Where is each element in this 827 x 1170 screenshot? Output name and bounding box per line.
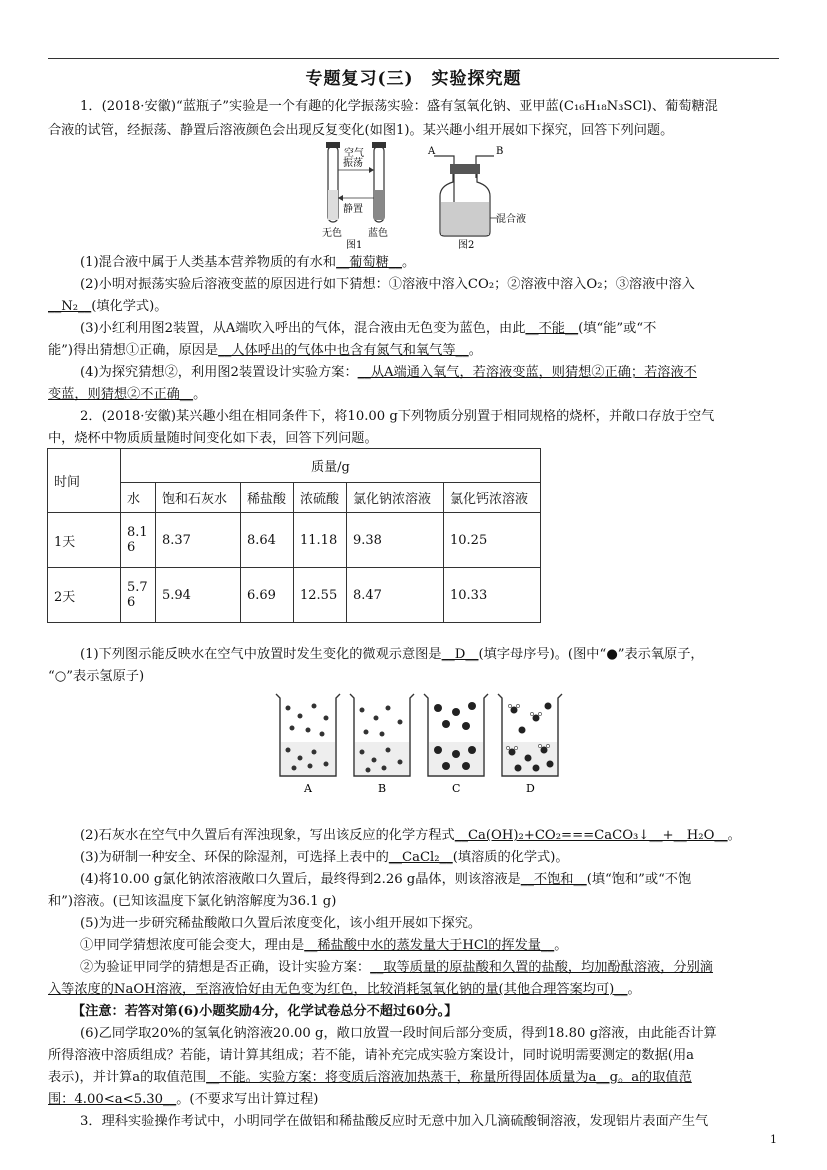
q2-intro-line1: 2．(2018·安徽)某兴趣小组在相同条件下，将10.00 g下列物质分别置于相同规格的烧杯，并敞口存放于空气 — [80, 409, 715, 424]
table-cell: 8.64 — [241, 513, 294, 568]
beaker-c — [424, 694, 488, 795]
q2-answer-3: __CaCl₂__ — [388, 850, 453, 865]
q2-intro-line2: 中，烧杯中物质质量随时间变化如下表，回答下列问题。 — [48, 431, 378, 446]
q1-answer-1: __葡萄糖__ — [336, 255, 402, 270]
table-row — [48, 568, 541, 623]
table-col-header: 饱和石灰水 — [156, 483, 241, 513]
q2-part5-2-cont: 入等浓度的NaOH溶液，至溶液恰好由无色变为红色，比较消耗氢氧化钠的量(其他合理答案均可)__。 — [48, 982, 641, 997]
table-cell: 10.33 — [444, 568, 541, 623]
fig1-label-colorless: 无色 — [322, 228, 342, 239]
q1-part4-cont: 变蓝，则猜想②不正确__。 — [48, 387, 207, 402]
table-cell: 8.37 — [156, 513, 241, 568]
q2-answer-6b: 围：4.00<a<5.30__ — [48, 1092, 177, 1107]
beaker-b — [350, 694, 414, 795]
q2-answer-2: __Ca(OH)₂+CO₂===CaCO₃↓__+__H₂O__ — [454, 828, 728, 843]
q2-part6-line3: 表示)，并计算a的取值范围__不能。实验方案：将变质后溶液加热蒸干，称量所得固体质量为a__g。a的取值范 — [48, 1070, 692, 1085]
header-rule — [48, 58, 779, 59]
beaker-label-c: C — [452, 782, 461, 795]
table-col-header: 浓硫酸 — [294, 483, 347, 513]
q2-part1: (1)下列图示能反映水在空气中放置时发生变化的微观示意图是__D__(填字母序号)。(图中“●”表示氧原子， — [80, 647, 704, 662]
table-col-header: 氯化钠浓溶液 — [347, 483, 444, 513]
fig2-caption: 图2 — [458, 240, 475, 251]
table-col-header: 稀盐酸 — [241, 483, 294, 513]
table-cell-time: 1天 — [48, 513, 121, 568]
q2-note: 【注意：若答对第(6)小题奖励4分，化学试卷总分不超过60分。】 — [72, 1004, 458, 1019]
table-row — [48, 513, 541, 568]
table-cell: 12.55 — [294, 568, 347, 623]
q1-answer-2: __N₂__ — [48, 299, 92, 314]
q1-answer-3b: __人体呼出的气体中也含有氮气和氧气等__ — [218, 343, 469, 358]
beaker-label-d: D — [526, 782, 535, 795]
table-header-time: 时间 — [48, 449, 121, 513]
q2-answer-5-1: __稀盐酸中水的蒸发量大于HCl的挥发量__ — [304, 938, 555, 953]
figure-2-flask — [427, 146, 526, 251]
table-col-header: 氯化钙浓溶液 — [444, 483, 541, 513]
oxygen-atom-icon: ● — [606, 647, 618, 662]
table-cell-water: 5.7 6 — [121, 568, 156, 623]
table-header-mass: 质量/g — [121, 449, 541, 483]
q1-answer-3a: __不能__ — [525, 321, 579, 336]
beaker-label-b: B — [378, 782, 387, 795]
q1-answer-4a: __从A端通入氧气，若溶液变蓝，则猜想②正确；若溶液不 — [357, 365, 697, 380]
q2-mass-table — [47, 448, 541, 623]
beaker-d — [498, 694, 562, 795]
q1-part4: (4)为探究猜想②，利用图2装置设计实验方案：__从A端通入氧气，若溶液变蓝，则猜想②正确；若溶液不 — [80, 365, 697, 380]
fig1-label-shake: 振荡 — [343, 158, 363, 169]
page-number: 1 — [770, 1133, 777, 1146]
q2-answer-1: __D__ — [441, 647, 479, 662]
q2-part6-line2: 所得溶液中溶质组成？若能，请计算其组成；若不能，请补充完成实验方案设计，同时说明需要测定的数据(用a — [48, 1048, 695, 1063]
q2-part2: (2)石灰水在空气中久置后有浑浊现象，写出该反应的化学方程式__Ca(OH)₂+CO₂===CaCO₃↓__+__H₂O__。 — [80, 828, 741, 843]
table-cell: 10.25 — [444, 513, 541, 568]
fig1-label-still: 静置 — [343, 204, 363, 215]
q2-part4: (4)将10.00 g氯化钠浓溶液敞口久置后，最终得到2.26 g晶体，则该溶液是__不饱和__(填“饱和”或“不饱 — [80, 872, 692, 887]
table-cell: 9.38 — [347, 513, 444, 568]
table-cell: 5.94 — [156, 568, 241, 623]
q2-beakers-figure — [270, 688, 570, 798]
table-cell: 8.47 — [347, 568, 444, 623]
q2-part6-line1: (6)乙同学取20%的氢氧化钠溶液20.00 g，敞口放置一段时间后部分变质，得到18.80 g溶液，由此能否计算 — [80, 1026, 717, 1041]
table-cell: 11.18 — [294, 513, 347, 568]
figure-1-test-tubes — [322, 142, 388, 251]
q2-part5-1: ①甲同学猜想浓度可能会变大，理由是__稀盐酸中水的蒸发量大于HCl的挥发量__。 — [80, 938, 568, 953]
beaker-label-a: A — [304, 782, 312, 795]
q2-part5-2: ②为验证甲同学的猜想是否正确，设计实验方案：__取等质量的原盐酸和久置的盐酸，均加酚酞溶液，分别滴 — [80, 960, 713, 975]
q1-figure-apparatus — [316, 140, 526, 251]
fig2-label-b: B — [496, 146, 504, 157]
q1-part1: (1)混合液中属于人类基本营养物质的有水和__葡萄糖__。 — [80, 255, 416, 270]
fig2-label-mix: 混合液 — [496, 214, 526, 225]
q1-part3: (3)小红利用图2装置，从A端吹入呼出的气体，混合液由无色变为蓝色，由此__不能__(填“能”或“不 — [80, 321, 657, 336]
table-cell: 6.69 — [241, 568, 294, 623]
q1-part2-cont: __N₂__(填化学式)。 — [48, 299, 168, 314]
q2-answer-5-2b: 入等浓度的NaOH溶液，至溶液恰好由无色变为红色，比较消耗氢氧化钠的量(其他合理答案均可)__ — [48, 982, 628, 997]
fig1-label-air: 空气 — [344, 148, 364, 159]
q3-intro-line1: 3．理科实验操作考试中，小明同学在做铝和稀盐酸反应时无意中加入几滴硫酸铜溶液，发现铝片表面产生气 — [80, 1114, 709, 1129]
q2-part3: (3)为研制一种安全、环保的除湿剂，可选择上表中的__CaCl₂__(填溶质的化学式)。 — [80, 850, 569, 865]
q1-answer-4b: 变蓝，则猜想②不正确__ — [48, 387, 194, 402]
table-cell-water: 8.1 6 — [121, 513, 156, 568]
table-cell-time: 2天 — [48, 568, 121, 623]
q2-part1-cont: “○”表示氢原子) — [48, 669, 145, 684]
hydrogen-atom-icon: ○ — [54, 669, 67, 684]
q1-intro-line1: 1．(2018·安徽)“蓝瓶子”实验是一个有趣的化学振荡实验：盛有氢氧化钠、亚甲蓝(C₁₆H₁₈N₃SCl)、葡萄糖混 — [80, 99, 718, 114]
q1-part2: (2)小明对振荡实验后溶液变蓝的原因进行如下猜想：①溶液中溶入CO₂；②溶液中溶入O₂；③溶液中溶入 — [80, 277, 695, 292]
fig2-label-a: A — [428, 146, 436, 157]
q2-answer-5-2a: __取等质量的原盐酸和久置的盐酸，均加酚酞溶液，分别滴 — [370, 960, 713, 975]
page-title: 专题复习(三) 实验探究题 — [305, 69, 522, 89]
q2-answer-4: __不饱和__ — [520, 872, 587, 887]
q1-intro-line2: 合液的试管，经振荡、静置后溶液颜色会出现反复变化(如图1)。某兴趣小组开展如下探究，回答下列问题。 — [48, 123, 674, 138]
q2-part4-cont: 和”)溶液。(已知该温度下氯化钠溶解度为36.1 g) — [48, 894, 337, 909]
table-col-header: 水 — [121, 483, 156, 513]
q1-part3-cont: 能”)得出猜想①正确，原因是__人体呼出的气体中也含有氮气和氧气等__。 — [48, 343, 482, 358]
fig1-caption: 图1 — [346, 240, 363, 251]
q2-part5: (5)为进一步研究稀盐酸敞口久置后浓度变化，该小组开展如下探究。 — [80, 916, 482, 931]
q2-answer-6a: __不能。实验方案：将变质后溶液加热蒸干，称量所得固体质量为a__g。a的取值范 — [206, 1070, 692, 1085]
q2-part6-line4: 围：4.00<a<5.30__。(不要求写出计算过程) — [48, 1092, 319, 1107]
fig1-label-blue: 蓝色 — [368, 228, 388, 239]
beaker-a — [276, 694, 340, 795]
